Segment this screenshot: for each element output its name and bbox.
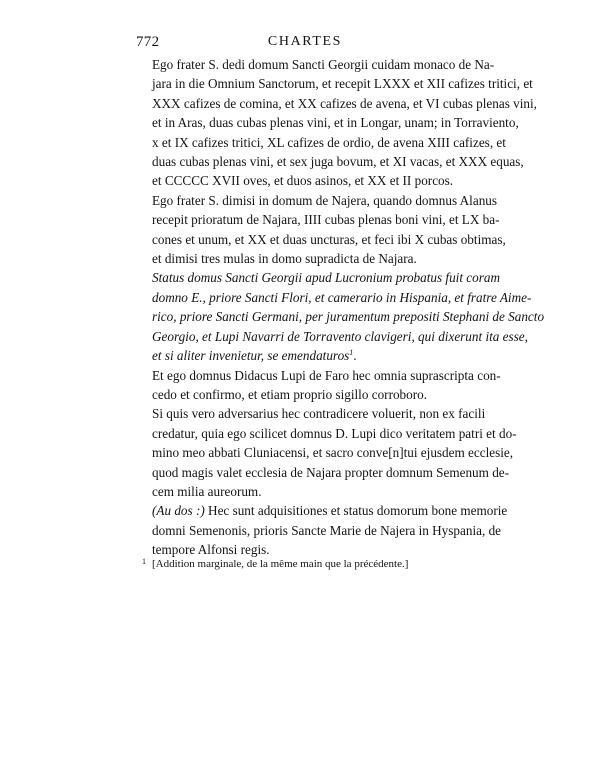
text-line: domni Semenonis, prioris Sancte Marie de Najera in Hyspania, de — [152, 522, 502, 538]
running-title: CHARTES — [267, 34, 343, 49]
endorsement-label: (Au dos :) — [152, 503, 205, 519]
paragraph-2 — [137, 191, 506, 269]
text-line: domno E., priore Sancti Flori, et camerario in Hispania, et fratre Aime- — [152, 289, 532, 305]
text-line: Et ego domnus Didacus Lupi de Faro hec omnia suprascripta con- — [152, 367, 501, 383]
text-line: cedo et confirmo, et etiam proprio sigillo corroboro. — [152, 386, 428, 402]
body-text — [137, 55, 545, 560]
text-line-content: Hec sunt adquisitiones et status domorum bone memorie — [204, 503, 508, 519]
text-line — [137, 346, 474, 365]
paragraph-5 — [137, 404, 517, 501]
text-line: Ego frater S. dimisi in domum de Najera, quando domnus Alanus — [152, 192, 498, 208]
text-line — [137, 501, 508, 520]
text-line: mino meo abbati Cluniacensi, et sacro conve[n]tui ejusdem ecclesie, — [152, 445, 514, 461]
text-line: tempore Alfonsi regis. — [152, 542, 270, 558]
page-header — [136, 34, 474, 54]
text-line: Si quis vero adversarius hec contradicere voluerit, non ex facili — [152, 406, 486, 422]
text-line: duas cubas plenas vini, et sex juga bovum, et XI vacas, et XXX equas, — [152, 154, 524, 170]
text-line: quod magis valet ecclesia de Najara propter domnum Semenum de- — [152, 464, 510, 480]
text-line: Status domus Sancti Georgii apud Lucronium probatus fuit coram — [152, 270, 501, 286]
paragraph-4 — [137, 366, 501, 405]
line-end-punctuation: . — [353, 348, 357, 364]
footnote-text: [Addition marginale, de la même main que la précédente.] — [152, 558, 409, 570]
paragraph-1 — [137, 55, 537, 191]
paragraph-3-italic — [137, 268, 545, 365]
page-number: 772 — [136, 34, 160, 50]
text-line: et CCCCC XVII oves, et duos asinos, et XX et II porcos. — [152, 173, 454, 189]
text-line: et in Aras, duas cubas plenas vini, et in Longar, unam; in Torraviento, — [152, 115, 519, 131]
footnote-marker: 1 — [142, 557, 146, 566]
text-line: cones et unum, et XX et duas uncturas, et feci ibi X cubas obtimas, — [152, 231, 506, 247]
text-line: rico, priore Sancti Germani, per juramentum prepositi Stephani de Sancto — [152, 309, 545, 325]
text-line: cem milia aureorum. — [152, 483, 262, 499]
text-line: Georgio, et Lupi Navarri de Torravento clavigeri, qui dixerunt ita esse, — [152, 328, 528, 344]
text-line: et dimisi tres mulas in domo supradicta de Najara. — [152, 251, 417, 267]
text-line: Ego frater S. dedi domum Sancti Georgii cuidam monaco de Na- — [152, 57, 495, 72]
footnote — [142, 555, 472, 571]
text-line-content: et si aliter invenietur, se emendaturos — [152, 348, 350, 364]
footnote-reference[interactable]: 1 — [349, 348, 354, 358]
text-line: jara in die Omnium Sanctorum, et recepit LXXX et XII cafizes tritici, et — [152, 76, 533, 92]
text-line: x et IX cafizes tritici, XL cafizes de ordio, de avena XIII cafizes, et — [152, 134, 506, 150]
paragraph-6 — [137, 501, 508, 559]
text-line: credatur, quia ego scilicet domnus D. Lupi dico veritatem patri et do- — [152, 425, 517, 441]
text-line: recepit prioratum de Najara, IIII cubas plenas boni vini, et LX ba- — [152, 212, 500, 228]
text-line: XXX cafizes de comina, et XX cafizes de avena, et VI cubas plenas vini, — [152, 95, 537, 111]
